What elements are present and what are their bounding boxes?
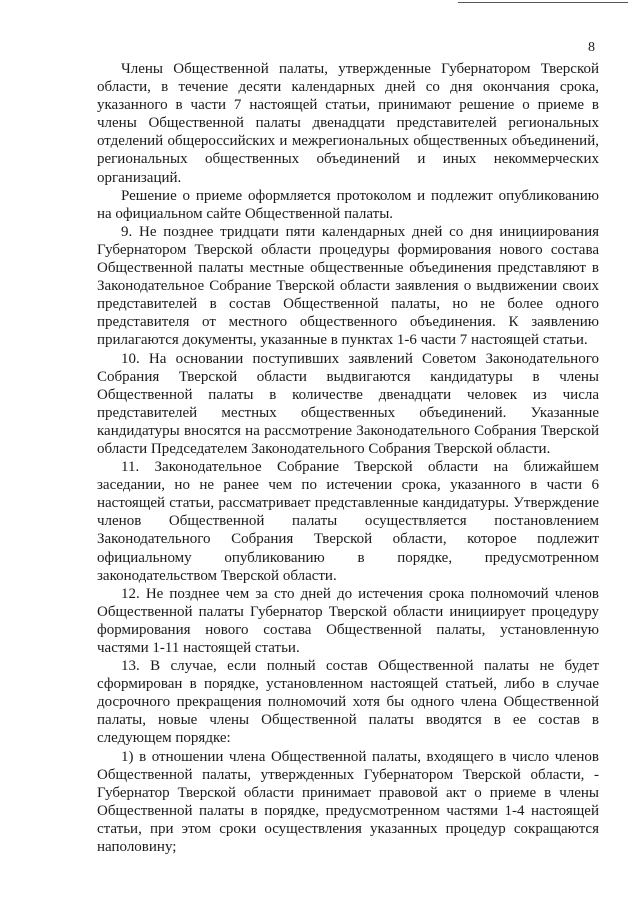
- paragraph-protocol: Решение о приеме оформляется протоколом и подлежит опубликованию на официальном сайте Общественной палаты.: [97, 187, 599, 222]
- page-number: 8: [588, 40, 595, 55]
- paragraph-item-9: 9. Не позднее тридцати пяти календарных дней со дня инициирования Губернатором Тверской области процедуры формирования нового состава Общественной палаты местные общественные объединения представляют в Законодательное Собрание Тверской области заявления о выдвижении своих представителей в состав Общественной палаты, но не более одного представителя от местного общественного объединения. К заявлению прилагаются документы, указанные в пунктах 1-6 части 7 настоящей статьи.: [97, 223, 599, 349]
- paragraph-subitem-1: 1) в отношении члена Общественной палаты, входящего в число членов Общественной палаты, утвержденных Губернатором Тверской области, - Губернатор Тверской области принимает правовой акт о приеме в члены Общественной палаты в порядке, предусмотренном частями 1-4 настоящей статьи, при этом сроки осуществления указанных процедур сокращаются наполовину;: [97, 748, 599, 856]
- paragraph-item-10: 10. На основании поступивших заявлений Советом Законодательного Собрания Тверской области выдвигаются кандидатуры в члены Общественной палаты в количестве двенадцати человек из числа представителей местных общественных объединений. Указанные кандидатуры вносятся на рассмотрение Законодательного Собрания Тверской области Председателем Законодательного Собрания Тверской области.: [97, 350, 599, 457]
- paragraph-members-decision: Члены Общественной палаты, утвержденные Губернатором Тверской области, в течение десяти календарных дней со дня окончания срока, указанного в части 7 настоящей статьи, принимают решение о приеме в члены Общественной палаты двенадцати представителей региональных отделений общероссийских и межрегиональных общественных объединений, региональных общественных объединений и иных некоммерческих организаций.: [97, 61, 599, 186]
- paragraph-item-12: 12. Не позднее чем за сто дней до истечения срока полномочий членов Общественной палаты Губернатор Тверской области инициирует процедуру формирования нового состава Общественной палаты, установленную частями 1-11 настоящей статьи.: [97, 585, 599, 656]
- paragraph-item-11: 11. Законодательное Собрание Тверской области на ближайшем заседании, но не ранее чем по истечении срока, указанного в части 6 настоящей статьи, рассматривает представленные кандидатуры. Утверждение членов Общественной палаты осуществляется постановлением Законодательного Собрания Тверской области, которое подлежит официальному опубликованию в порядке, предусмотренном законодательством Тверской области.: [97, 459, 599, 584]
- document-body: [97, 60, 599, 856]
- paragraph-item-13: 13. В случае, если полный состав Общественной палаты не будет сформирован в порядке, установленном настоящей статьей, либо в случае досрочного прекращения полномочий хотя бы одного члена Общественной палаты, новые члены Общественной палаты вводятся в ее состав в следующем порядке:: [97, 658, 599, 747]
- top-rule-line: [458, 2, 628, 3]
